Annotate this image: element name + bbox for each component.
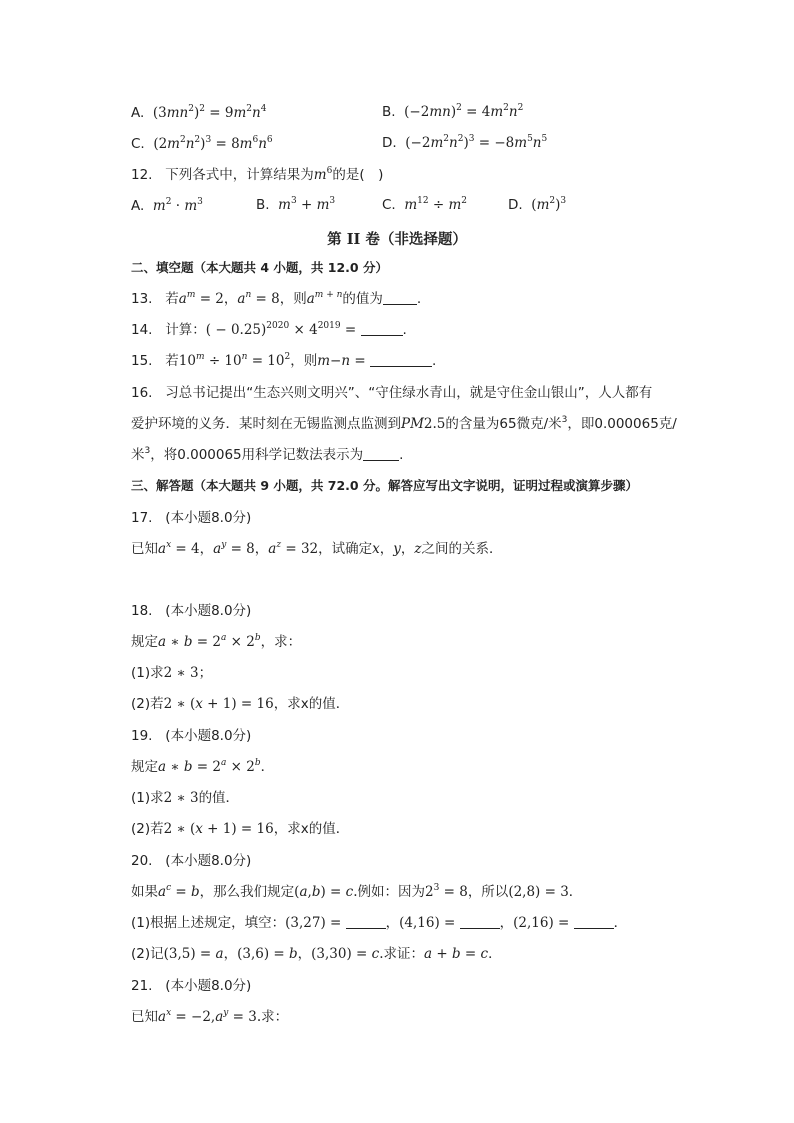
q11-option-a [131,104,266,122]
formula: $m^{12} \div m^2$ [404,196,468,213]
formula: $(-2m^2n^2)^3 = -8m^5n^5$ [405,134,548,151]
formula: $10^m \div 10^n = 10^2$ [178,352,291,369]
question-text: 规定 [131,759,158,775]
option-label: A. [131,198,145,214]
q18-body [131,633,301,651]
question-text: 习总书记提出“生态兴则文明兴”、“守住绿水青山，就是守住金山银山”，人人都有 [165,385,653,401]
question-text: ，则 [290,353,318,369]
question-text: ，即0.000065克/ [567,416,677,432]
question-number: 16. [131,385,153,401]
question-text: 的值． [198,790,240,806]
question-text: 爱护环境的义务．某时刻在无锡监测点监测到 [131,416,401,432]
question-text: 已知 [131,1009,158,1025]
formula: $a^{m + n}$ [306,290,343,307]
question-number: 21. [131,978,153,994]
formula: 2 ∗ 3 [163,665,199,681]
q14 [131,321,407,339]
question-text: 米 [131,447,145,463]
question-text: . [431,353,437,369]
question-text: ，求x的值． [273,821,350,837]
question-text: 若 [165,353,179,369]
question-text: . [399,447,404,463]
formula: PM2.5 [401,416,446,432]
question-text: 求证： [383,946,425,962]
q12-option-b [256,197,335,213]
question-text: ，求： [260,634,302,650]
question-text: ，求x的值． [273,696,350,712]
formula: a ∗ $b = 2^a \times 2^b$ [158,758,261,775]
question-text: ，将0.000065用科学记数法表示为 [150,447,364,463]
formula: $(-2mn)^2 = 4m^2n^2$ [404,103,524,120]
part2-title: 第 II 卷（非选择题） [327,231,467,248]
formula: (2,8) = 3． [508,884,583,900]
question-text: 已知 [131,541,158,557]
q18-part1 [131,664,212,682]
question-number: 18. [131,603,153,619]
section3-header: 三、解答题（本大题共 9 小题，共 72.0 分。解答应写出文字说明，证明过程或演算步骤） [131,478,638,493]
option-label: C. [131,136,145,152]
q20-body [131,883,582,901]
q17-body [131,540,503,558]
formula: m−n = [317,353,370,369]
option-label: D. [382,135,397,151]
formula: $a^c = b$ [158,883,200,900]
question-text: (2)若 [131,821,164,837]
question-text: ； [198,665,213,681]
formula: $(m^2)^3$ [531,196,567,213]
formula: $a^x = -2,a^y = 3$. [158,1008,262,1025]
question-text: 的是( ) [332,167,384,183]
formula: 2 ∗ (x + 1) = 16 [163,821,274,837]
answer-blank[interactable] [370,354,432,367]
formula: $a^m = 2$ [178,290,224,307]
q20-part2 [131,945,502,963]
answer-blank[interactable] [574,916,614,929]
score-label: (本小题8.0分) [165,978,252,994]
formula: (3,27) = [285,915,346,931]
question-text: 的值为 [342,291,383,307]
q18-part2 [131,695,349,713]
question-number: 15. [131,353,153,369]
q18-header [131,602,251,620]
question-number: 12. [131,167,153,183]
q19-header [131,727,251,745]
q19-part1 [131,789,239,807]
answer-blank[interactable] [363,448,399,461]
question-text: (1)求 [131,665,164,681]
option-label: D. [508,197,523,213]
question-text: 规定 [131,634,158,650]
q12-option-d [508,197,566,213]
question-text: (2)若 [131,696,164,712]
section2-header: 二、填空题（本大题共 4 小题，共 12.0 分） [131,260,388,275]
formula: (3,5) = a，(3,6) = b，(3,30) = c. [163,946,384,962]
question-text: 例如：因为 [357,884,425,900]
q16-line1 [131,384,652,402]
q15 [131,352,436,370]
question-text: ，所以 [467,884,509,900]
option-label: B. [382,104,396,120]
question-number: 17. [131,510,153,526]
q13 [131,290,421,308]
question-text: 之间的关系． [421,541,503,557]
formula: $(2m^2n^2)^3 = 8m^6n^6$ [153,135,273,152]
score-label: (本小题8.0分) [165,510,252,526]
score-label: (本小题8.0分) [165,853,252,869]
formula: $(3mn^2)^2 = 9m^2n^4$ [152,104,267,121]
q19-part2 [131,820,349,838]
score-label: (本小题8.0分) [165,603,252,619]
question-text: ，那么我们规定 [199,884,295,900]
formula: $2^3 = 8$ [425,883,468,900]
question-text: ． [260,759,275,775]
question-text: 求： [261,1009,289,1025]
formula: $m^3 + m^3$ [278,196,336,213]
question-text: . [402,322,407,338]
question-text: ，则 [279,291,307,307]
q12-option-c [382,197,467,213]
question-number: 19. [131,728,153,744]
q11-option-d [382,135,547,151]
q12-option-a [131,197,203,215]
answer-blank[interactable] [361,323,403,336]
q11-option-b [382,104,523,120]
question-text: 若 [165,291,179,307]
option-label: B. [256,197,270,213]
formula: $a^x = 4$，$a^y = 8$，$a^z = 32$ [158,540,319,557]
question-number: 14. [131,322,153,338]
q21-header [131,977,251,995]
formula: x，y，z [372,541,422,557]
formula: a ∗ $b = 2^a \times 2^b$ [158,633,261,650]
option-label: C. [382,197,396,213]
question-text: 计算： [165,322,206,338]
question-number: 20. [131,853,153,869]
formula: 2 ∗ 3 [163,790,199,806]
formula: 2 ∗ (x + 1) = 16 [163,696,274,712]
answer-blank[interactable] [460,916,500,929]
answer-blank[interactable] [383,292,417,305]
question-number: 13. [131,291,153,307]
question-text: (1)根据上述规定，填空： [131,915,286,931]
question-text: 下列各式中，计算结果为 [165,167,314,183]
score-label: (本小题8.0分) [165,728,252,744]
q20-part1: (1)根据上述规定，填空：(3,27) = ，(4,16) = ，(2,16) = ． [131,915,628,931]
option-label: A. [131,105,145,121]
q19-body [131,758,274,776]
q16-line2: 爱护环境的义务．某时刻在无锡监测点监测到PM2.5的含量为65微克/米$^3$，即0.000065克/ [131,415,677,432]
q21-body [131,1008,288,1026]
question-text: ，试确定 [318,541,373,557]
formula: a + b = c． [424,946,502,962]
formula: ( − $0.25)^{2020} \times 4^{2019}$ = [205,321,361,338]
q16-line3: 米$^3$，将0.000065用科学记数法表示为 . [131,446,404,463]
question-text: ， [223,291,238,307]
formula: $m^6$ [313,166,333,183]
q12-stem [131,166,383,184]
question-text: . [416,291,422,307]
question-text: (1)求 [131,790,164,806]
question-text: (2)记 [131,946,164,962]
formula: $m^2 \cdot m^3$ [152,197,203,214]
question-text: 的含量为65微克/米 [445,416,562,432]
formula: $a^n = 8$ [237,290,280,307]
q11-option-c [131,135,273,153]
question-text: 如果 [131,884,158,900]
q17-header [131,509,251,527]
formula: (a,b) = c. [294,884,358,900]
answer-blank[interactable] [346,916,386,929]
q20-header [131,852,251,870]
